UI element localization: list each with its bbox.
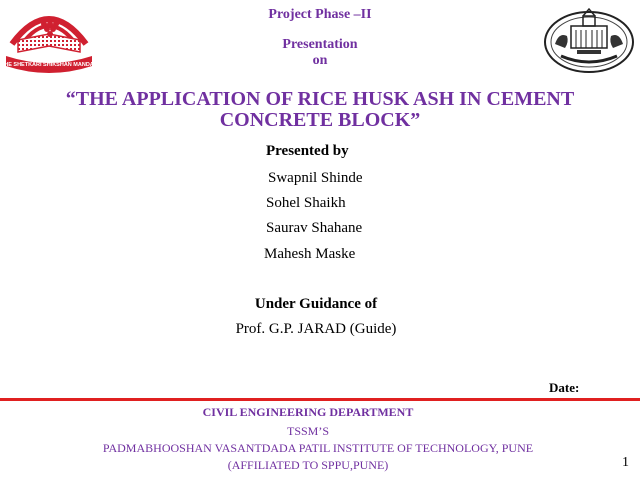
tssm-banner-text: THE SHETKARI SHIKSHAN MANDAL xyxy=(2,62,96,68)
divider-line xyxy=(0,398,640,401)
presenter-name: Saurav Shahane xyxy=(266,220,363,236)
presentation-label xyxy=(0,37,640,69)
tssm-label: TSSM’S xyxy=(286,424,330,438)
guide-name: Prof. G.P. JARAD (Guide) xyxy=(235,321,397,337)
presenter-name: Sohel Shaikh xyxy=(266,195,346,211)
institute-name: PADMABHOOSHAN VASANTDADA PATIL INSTITUTE OF TECHNOLOGY, PUNE xyxy=(102,441,534,455)
project-phase-label: Project Phase –II xyxy=(268,7,372,22)
date-label: Date: xyxy=(549,380,580,395)
presenter-name: Swapnil Shinde xyxy=(268,170,363,186)
presenter-name: Mahesh Maske xyxy=(264,246,356,262)
guidance-heading: Under Guidance of xyxy=(254,296,378,312)
presented-by-heading: Presented by xyxy=(266,143,349,159)
page-number: 1 xyxy=(622,455,629,470)
presentation-title: “THE APPLICATION OF RICE HUSK ASH IN CEMENT CONCRETE BLOCK” xyxy=(65,88,575,131)
presentation-line: Presentation xyxy=(282,37,358,52)
department-name: CIVIL ENGINEERING DEPARTMENT xyxy=(202,405,414,419)
presentation-on-line: on xyxy=(312,53,328,68)
affiliation-label: (AFFILIATED TO SPPU,PUNE) xyxy=(227,458,389,472)
